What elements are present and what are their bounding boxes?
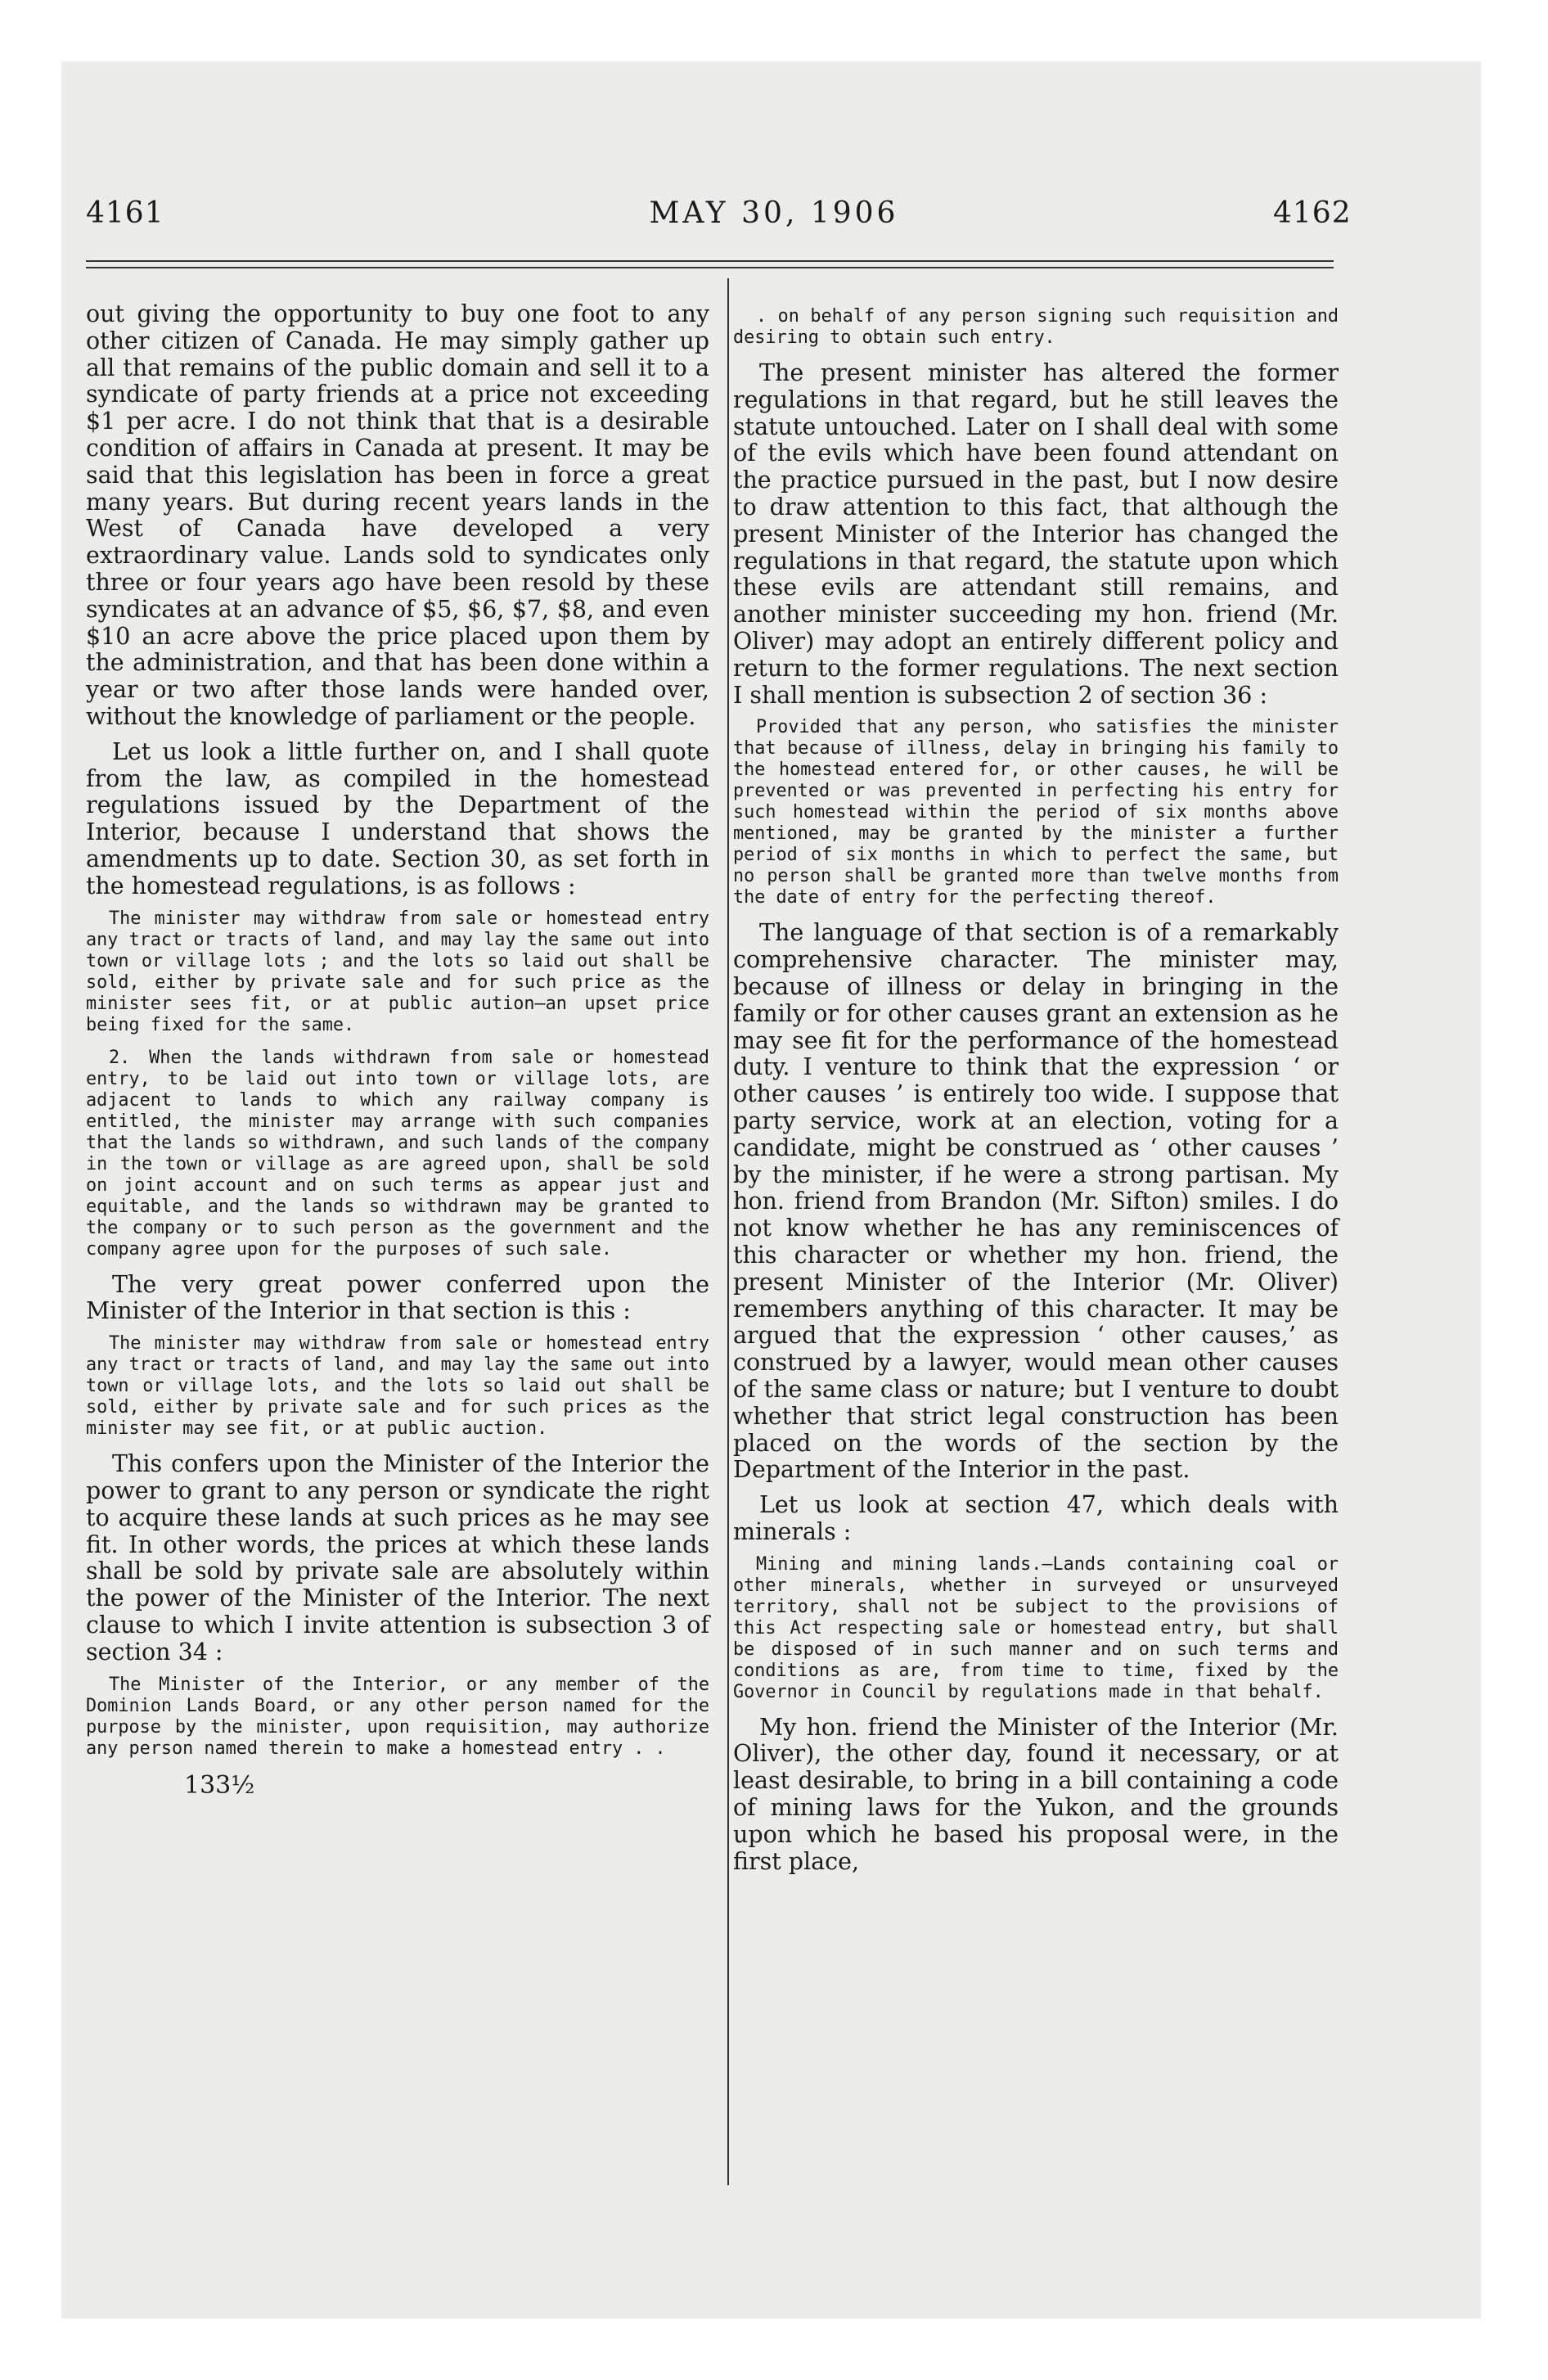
header-rule-bottom <box>86 267 1334 268</box>
page-date: MAY 30, 1906 <box>649 196 899 230</box>
quoted-statute: Mining and mining lands.—Lands containing coal or other minerals, whether in surveyed or unsurveyed territory, shall not be subject to the provisions of this Act respecting sale or homestead entry, but shall be disposed of in such manner and on such terms and conditions as are, from time to time, fixed by the Governor in Council by regulations made in that behalf. <box>733 1553 1339 1702</box>
paragraph: Let us look at section 47, which deals with minerals : <box>733 1491 1339 1545</box>
header-rule-top <box>86 260 1334 262</box>
page-number-left: 4161 <box>86 196 164 230</box>
paragraph: The present minister has altered the former regulations in that regard, but he still leaves the statute untouched. Later on I shall deal with some of the evils which have been found attendant on the practice pursued in the past, but I now desire to draw attention to this fact, that although the present Minister of the Interior has changed the regulations in that regard, the statute upon which these evils are attendant still remains, and another minister succeeding my hon. friend (Mr. Oliver) may adopt an entirely different policy and return to the former regulations. The next section I shall mention is subsection 2 of section 36 : <box>733 359 1339 709</box>
quoted-statute: 2. When the lands withdrawn from sale or homestead entry, to be laid out into town or village lots, are adjacent to lands to which any railway company is entitled, the minister may arrange with such companies that the lands so withdrawn, and such lands of the company in the town or village as are agreed upon, shall be sold on joint account and on such terms as appear just and equitable, and the lands so withdrawn may be granted to the company or to such person as the government and the company agree upon for the purposes of such sale. <box>86 1047 709 1260</box>
quoted-statute: The minister may withdraw from sale or homestead entry any tract or tracts of land, and may lay the same out into town or village lots, and the lots so laid out shall be sold, either by private sale and for such prices as the minister may see fit, or at public auction. <box>86 1333 709 1440</box>
quoted-statute: Provided that any person, who satisfies the minister that because of illness, delay in bringing his family to the homestead entered for, or other causes, he will be prevented or was prevented in perfecting his entry for such homestead within the period of six months above mentioned, may be granted by the minister a further period of six months in which to perfect the same, but no person shall be granted more than twelve months from the date of entry for the perfecting thereof. <box>733 717 1339 908</box>
quoted-statute: . on behalf of any person signing such requisition and desiring to obtain such entry. <box>733 306 1339 348</box>
page-number-right: 4162 <box>1273 196 1352 230</box>
paragraph: My hon. friend the Minister of the Interior (Mr. Oliver), the other day, found it necessary, or at least desirable, to bring in a bill containing a code of mining laws for the Yukon, and the grounds upon which he based his proposal were, in the first place, <box>733 1713 1339 1875</box>
signature-mark: 133½ <box>184 1770 255 1800</box>
column-divider <box>727 278 729 2185</box>
paragraph: The language of that section is of a remarkably comprehensive character. The minister may, because of illness or delay in bringing in the family or for other causes grant an extension as he may see fit for the performance of the homestead duty. I venture to think that the expression ‘ or other causes ’ is entirely too wide. I suppose that party service, work at an election, voting for a candidate, might be construed as ‘ other causes ’ by the minister, if he were a strong partisan. My hon. friend from Brandon (Mr. Sifton) smiles. I do not know whether he has any reminiscences of this character or whether my hon. friend, the present Minister of the Interior (Mr. Oliver) remembers anything of this character. It may be argued that the expression ‘ other causes,’ as construed by a lawyer, would mean other causes of the same class or nature; but I venture to doubt whether that strict legal construction has been placed on the words of the section by the Department of the Interior in the past. <box>733 919 1339 1484</box>
quoted-statute: The minister may withdraw from sale or homestead entry any tract or tracts of land, and may lay the same out into town or village lots ; and the lots so laid out shall be sold, either by private sale and for such price as the minister sees fit, or at public aution—an upset price being fixed for the same. <box>86 908 709 1035</box>
right-column <box>733 301 1339 1883</box>
left-column <box>86 301 709 1800</box>
paragraph: out giving the opportunity to buy one foot to any other citizen of Canada. He may simply gather up all that remains of the public domain and sell it to a syndicate of party friends at a price not exceeding $1 per acre. I do not think that that is a desirable condition of affairs in Canada at present. It may be said that this legislation has been in force a great many years. But during recent years lands in the West of Canada have developed a very extraordinary value. Lands sold to syndicates only three or four years ago have been resold by these syndicates at an advance of $5, $6, $7, $8, and even $10 an acre above the price placed upon them by the administration, and that has been done within a year or two after those lands were handed over, without the knowledge of parliament or the people. <box>86 300 709 730</box>
quoted-statute: The Minister of the Interior, or any member of the Dominion Lands Board, or any other person named for the purpose by the minister, upon requisition, may authorize any person named therein to make a homestead entry . . <box>86 1674 709 1759</box>
paragraph: Let us look a little further on, and I shall quote from the law, as compiled in the homestead regulations issued by the Department of the Interior, because I understand that shows the amendments up to date. Section 30, as set forth in the homestead regulations, is as follows : <box>86 737 709 899</box>
paragraph: This confers upon the Minister of the Interior the power to grant to any person or syndicate the right to acquire these lands at such prices as he may see fit. In other words, the prices at which these lands shall be sold by private sale are absolutely within the power of the Minister of the Interior. The next clause to which I invite attention is subsection 3 of section 34 : <box>86 1450 709 1666</box>
paragraph: The very great power conferred upon the Minister of the Interior in that section is this : <box>86 1270 709 1325</box>
